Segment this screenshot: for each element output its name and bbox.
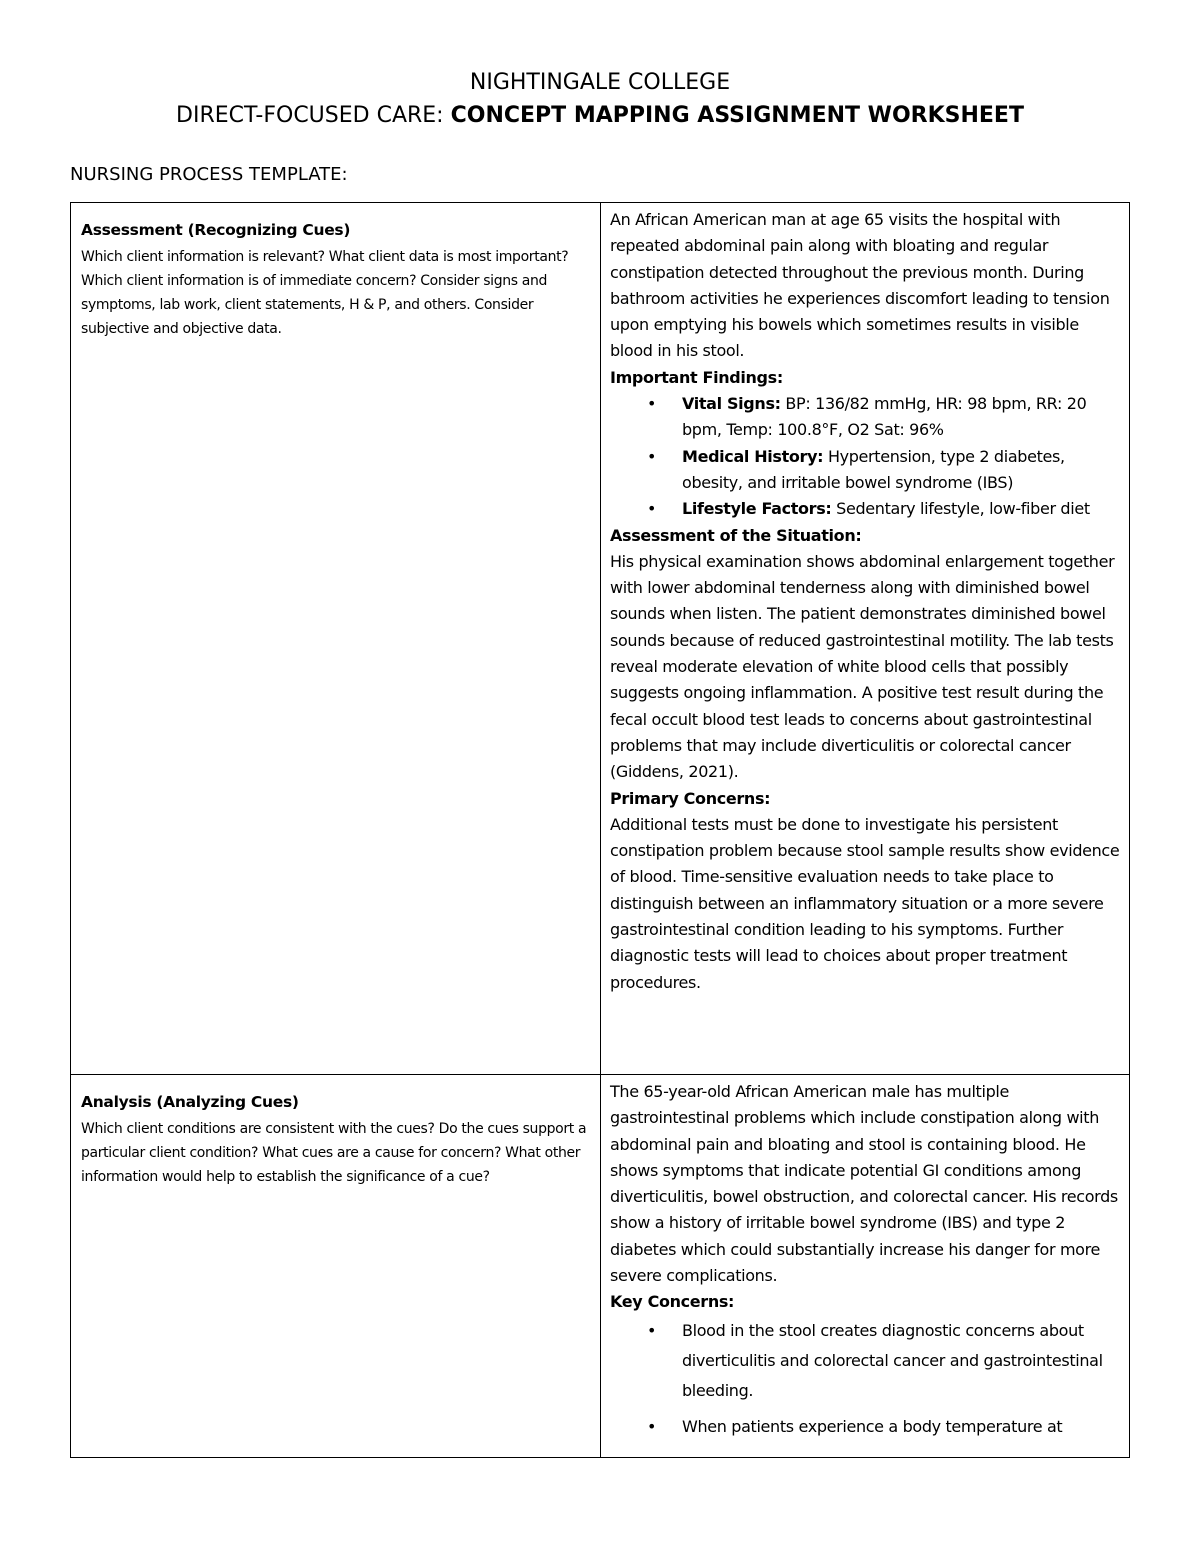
assessment-heading: Assessment (Recognizing Cues)	[81, 221, 351, 239]
bullet-icon: •	[647, 446, 657, 466]
situation-heading: Assessment of the Situation:	[610, 525, 862, 545]
bullet-icon: •	[647, 1320, 657, 1340]
assessment-row	[71, 203, 1130, 1075]
finding-item	[610, 391, 1123, 444]
college-name: NIGHTINGALE COLLEGE	[469, 70, 731, 95]
finding-text: Sedentary lifestyle, low-fiber diet	[831, 499, 1090, 519]
findings-list	[610, 391, 1123, 522]
analysis-prompt-cell	[71, 1075, 601, 1458]
key-concerns-list	[610, 1316, 1123, 1442]
key-concern-item	[610, 1412, 1123, 1442]
finding-text: Hypertension, type 2 diabetes, obesity, and irritable bowel syndrome (IBS)	[682, 446, 1065, 492]
finding-label: Lifestyle Factors:	[682, 499, 832, 519]
situation-text: His physical examination shows abdominal enlargement together with lower abdominal tenderness along with diminished bowel sounds when listen. The patient demonstrates diminished bowel sounds because of reduced gastrointestinal motility. The lab tests reveal moderate elevation of white blood cells that possibly suggests ongoing inflammation. A positive test result during the fecal occult blood test leads to concerns about gastrointestinal problems that may include diverticulitis or colorectal cancer (Giddens, 2021).	[610, 551, 1115, 782]
finding-text: BP: 136/82 mmHg, HR: 98 bpm, RR: 20 bpm, Temp: 100.8°F, O2 Sat: 96%	[682, 394, 1087, 440]
document-title-bold: CONCEPT MAPPING ASSIGNMENT WORKSHEET	[450, 103, 1024, 128]
analysis-row	[71, 1075, 1130, 1458]
analysis-intro: The 65-year-old African American male has multiple gastrointestinal problems which include constipation along with abdominal pain and bloating and stool is containing blood. He shows symptoms that indicate potential GI conditions among diverticulitis, bowel obstruction, and colorectal cancer. His records show a history of irritable bowel syndrome (IBS) and type 2 diabetes which could substantially increase his danger for more severe complications.	[610, 1082, 1118, 1286]
key-concern-text: Blood in the stool creates diagnostic concerns about diverticulitis and colorectal cancer and gastrointestinal bleeding.	[682, 1320, 1103, 1400]
nursing-process-table	[70, 202, 1130, 1458]
concerns-text: Additional tests must be done to investigate his persistent constipation problem because stool sample results show evidence of blood. Time-sensitive evaluation needs to take place to distinguish between an inflammatory situation or a more severe gastrointestinal condition leading to his symptoms. Further diagnostic tests will lead to choices about proper treatment procedures.	[610, 814, 1120, 992]
findings-heading: Important Findings:	[610, 367, 783, 387]
analysis-heading: Analysis (Analyzing Cues)	[81, 1093, 299, 1111]
template-label: NURSING PROCESS TEMPLATE:	[70, 164, 348, 185]
assessment-prompt-cell	[71, 203, 601, 1075]
assessment-response-cell	[601, 203, 1130, 1075]
bullet-icon: •	[647, 499, 657, 519]
assessment-prompt: Which client information is relevant? What client data is most important? Which client information is of immediate concern? Consider signs and symptoms, lab work, client statements, H & P, and others. Consider subjective and objective data.	[81, 249, 569, 337]
analysis-response-cell	[601, 1075, 1130, 1458]
finding-label: Medical History:	[682, 446, 824, 466]
finding-label: Vital Signs:	[682, 394, 781, 414]
document-title	[0, 103, 1200, 128]
bullet-icon: •	[647, 1416, 657, 1436]
key-concern-item	[610, 1316, 1123, 1406]
concerns-heading: Primary Concerns:	[610, 788, 771, 808]
analysis-prompt: Which client conditions are consistent with the cues? Do the cues support a particular client condition? What cues are a cause for concern? What other information would help to establish the significance of a cue?	[81, 1121, 587, 1185]
finding-item	[610, 444, 1123, 497]
bullet-icon: •	[647, 394, 657, 414]
key-concern-text: When patients experience a body temperature at	[682, 1416, 1063, 1436]
document-title-plain: DIRECT-FOCUSED CARE:	[176, 103, 451, 128]
assessment-intro: An African American man at age 65 visits the hospital with repeated abdominal pain along with bloating and regular constipation detected throughout the previous month. During bathroom activities he experiences discomfort leading to tension upon emptying his bowels which sometimes results in visible blood in his stool.	[610, 210, 1110, 361]
key-concerns-heading: Key Concerns:	[610, 1292, 735, 1312]
finding-item	[610, 496, 1123, 522]
